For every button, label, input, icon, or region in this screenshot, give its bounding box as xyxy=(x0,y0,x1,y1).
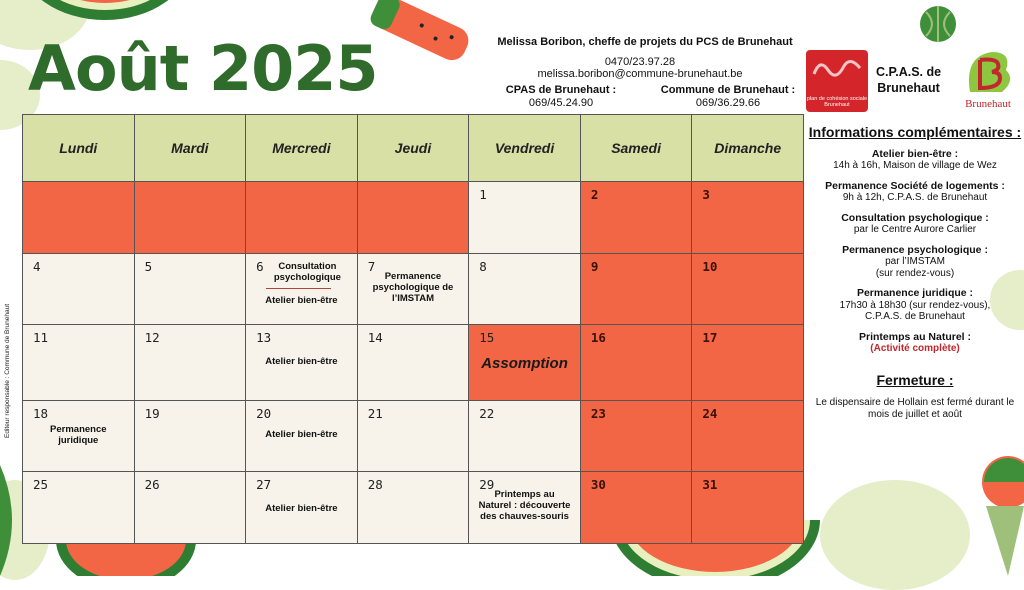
calendar-cell-weekend xyxy=(580,472,692,544)
calendar-cell xyxy=(469,472,581,544)
contact-phone: 0470/23.97.28 xyxy=(604,56,676,68)
day-number: 19 xyxy=(144,406,160,421)
day-number: 6 xyxy=(256,259,264,274)
weekday-header: Jeudi xyxy=(357,115,469,182)
event-label: Printemps au Naturel : découverte des chauves-souris xyxy=(478,489,571,522)
info-item: Atelier bien-être : 14h à 16h, Maison de village de Wez xyxy=(833,147,997,172)
event-label: Atelier bien-être xyxy=(265,295,338,306)
day-number: 16 xyxy=(590,330,606,345)
event-label: Atelier bien-être xyxy=(265,503,338,514)
day-number: 25 xyxy=(33,477,49,492)
closure-heading: Fermeture : xyxy=(876,371,954,388)
day-number: 8 xyxy=(479,259,487,274)
watermelon-slice-icon xyxy=(20,0,190,30)
day-number: 9 xyxy=(590,259,599,274)
weekday-header: Mercredi xyxy=(246,115,358,182)
calendar-cell-weekend xyxy=(580,182,692,254)
day-number: 28 xyxy=(367,477,383,492)
weekday-header: Mardi xyxy=(134,115,246,182)
calendar-cell xyxy=(357,325,469,401)
calendar-cell xyxy=(357,472,469,544)
info-item: Permanence juridique : 17h30 à 18h30 (sur rendez-vous), C.P.A.S. de Brunehaut xyxy=(839,287,991,323)
calendar-cell-weekend xyxy=(692,182,804,254)
day-number: 17 xyxy=(702,330,718,345)
day-number: 7 xyxy=(367,259,376,274)
info-item: Consultation psychologique : par le Centre Aurore Carlier xyxy=(841,211,989,236)
watermelon-icecream-icon xyxy=(978,452,1024,576)
day-number: 1 xyxy=(479,187,487,202)
weekday-header: Lundi xyxy=(23,115,135,182)
commune-contact: Commune de Brunehaut : 069/36.29.66 xyxy=(660,84,796,109)
info-item: Printemps au Naturel : (Activité complète) xyxy=(858,330,972,355)
weekday-header-row xyxy=(23,115,804,182)
calendar-grid xyxy=(22,114,804,544)
day-number: 22 xyxy=(479,406,495,421)
day-number: 11 xyxy=(33,330,49,345)
event-label: Consultation psychologique xyxy=(273,261,341,283)
day-number: 27 xyxy=(256,477,272,492)
day-number: 10 xyxy=(702,259,718,274)
info-panel xyxy=(808,125,1022,420)
contact-name: Melissa Boribon, cheffe de projets du PCS de Brunehaut xyxy=(497,36,793,48)
day-number: 12 xyxy=(144,330,160,345)
event-label: Permanence juridique xyxy=(50,424,107,446)
calendar-cell xyxy=(23,472,135,544)
calendar-cell xyxy=(469,401,581,472)
pcs-logo: plan de cohésion sociale Brunehaut xyxy=(806,50,868,112)
day-number: 30 xyxy=(590,477,606,492)
calendar-cell xyxy=(134,472,246,544)
day-number: 31 xyxy=(702,477,718,492)
week-row xyxy=(23,472,804,544)
watermelon-slice-icon xyxy=(56,540,196,576)
week-row xyxy=(23,401,804,472)
info-item: Permanence psychologique : par l’IMSTAM (sur rendez-vous) xyxy=(842,243,988,279)
calendar-cell-weekend xyxy=(580,401,692,472)
day-number: 29 xyxy=(479,477,495,492)
week-row xyxy=(23,182,804,254)
weekday-header: Vendredi xyxy=(469,115,581,182)
decor-blob xyxy=(820,480,970,590)
calendar-cell-weekend xyxy=(692,401,804,472)
event-label: Atelier bien-être xyxy=(265,429,338,440)
day-number: 21 xyxy=(367,406,383,421)
calendar-cell-weekend xyxy=(692,325,804,401)
calendar-cell-weekend xyxy=(692,472,804,544)
day-number: 2 xyxy=(590,187,599,202)
calendar-cell xyxy=(357,254,469,325)
calendar-cell xyxy=(469,182,581,254)
cpas-contact: CPAS de Brunehaut : 069/45.24.90 xyxy=(505,84,617,109)
calendar-cell-holiday xyxy=(469,325,581,401)
day-number: 24 xyxy=(702,406,718,421)
holiday-label: Assomption xyxy=(481,355,568,372)
brunehaut-logo: Brunehaut xyxy=(956,46,1020,118)
brunehaut-logo-mark xyxy=(956,46,1020,98)
calendar-cell-empty xyxy=(246,182,358,254)
watermelon-icon xyxy=(918,4,958,44)
calendar-cell xyxy=(23,254,135,325)
week-row xyxy=(23,325,804,401)
editor-note: Editeur responsable : Commune de Brunehaut xyxy=(4,303,11,438)
day-number: 20 xyxy=(256,406,272,421)
activity-full-note: (Activité complète) xyxy=(870,343,960,355)
event-separator xyxy=(266,288,331,289)
calendar-cell-weekend xyxy=(580,325,692,401)
watermelon-rind-icon xyxy=(0,465,24,576)
event-label: Permanence psychologique de l’IMSTAM xyxy=(372,271,454,304)
calendar-cell xyxy=(246,401,358,472)
calendar-cell-empty xyxy=(357,182,469,254)
event-label: Atelier bien-être xyxy=(265,356,338,367)
page-title: Août 2025 xyxy=(28,32,378,105)
calendar-cell-empty xyxy=(134,182,246,254)
calendar-cell-weekend xyxy=(580,254,692,325)
calendar-cell-empty xyxy=(23,182,135,254)
closure-text: Le dispensaire de Hollain est fermé durant le mois de juillet et août xyxy=(815,397,1015,420)
day-number: 5 xyxy=(144,259,153,274)
day-number: 23 xyxy=(590,406,606,421)
day-number: 15 xyxy=(479,330,495,345)
info-item: Permanence Société de logements : 9h à 12h, C.P.A.S. de Brunehaut xyxy=(825,179,1005,204)
weekday-header: Samedi xyxy=(580,115,692,182)
day-number: 4 xyxy=(33,259,41,274)
contact-email: melissa.boribon@commune-brunehaut.be xyxy=(537,68,743,80)
calendar-cell xyxy=(246,325,358,401)
calendar-cell xyxy=(134,325,246,401)
calendar-cell xyxy=(134,401,246,472)
calendar-cell xyxy=(23,401,135,472)
day-number: 26 xyxy=(144,477,160,492)
calendar-cell xyxy=(246,472,358,544)
cpas-name: C.P.A.S. de Brunehaut xyxy=(876,65,942,96)
calendar-cell xyxy=(246,254,358,325)
day-number: 18 xyxy=(33,406,49,421)
day-number: 14 xyxy=(367,330,383,345)
weekday-header: Dimanche xyxy=(692,115,804,182)
day-number: 13 xyxy=(256,330,272,345)
pcs-logo-mark xyxy=(806,52,868,92)
calendar-cell xyxy=(469,254,581,325)
info-heading: Informations complémentaires : xyxy=(808,124,1022,140)
calendar-cell xyxy=(357,401,469,472)
calendar-cell xyxy=(23,325,135,401)
calendar-cell-weekend xyxy=(692,254,804,325)
calendar-cell xyxy=(134,254,246,325)
week-row xyxy=(23,254,804,325)
day-number: 3 xyxy=(702,187,710,202)
